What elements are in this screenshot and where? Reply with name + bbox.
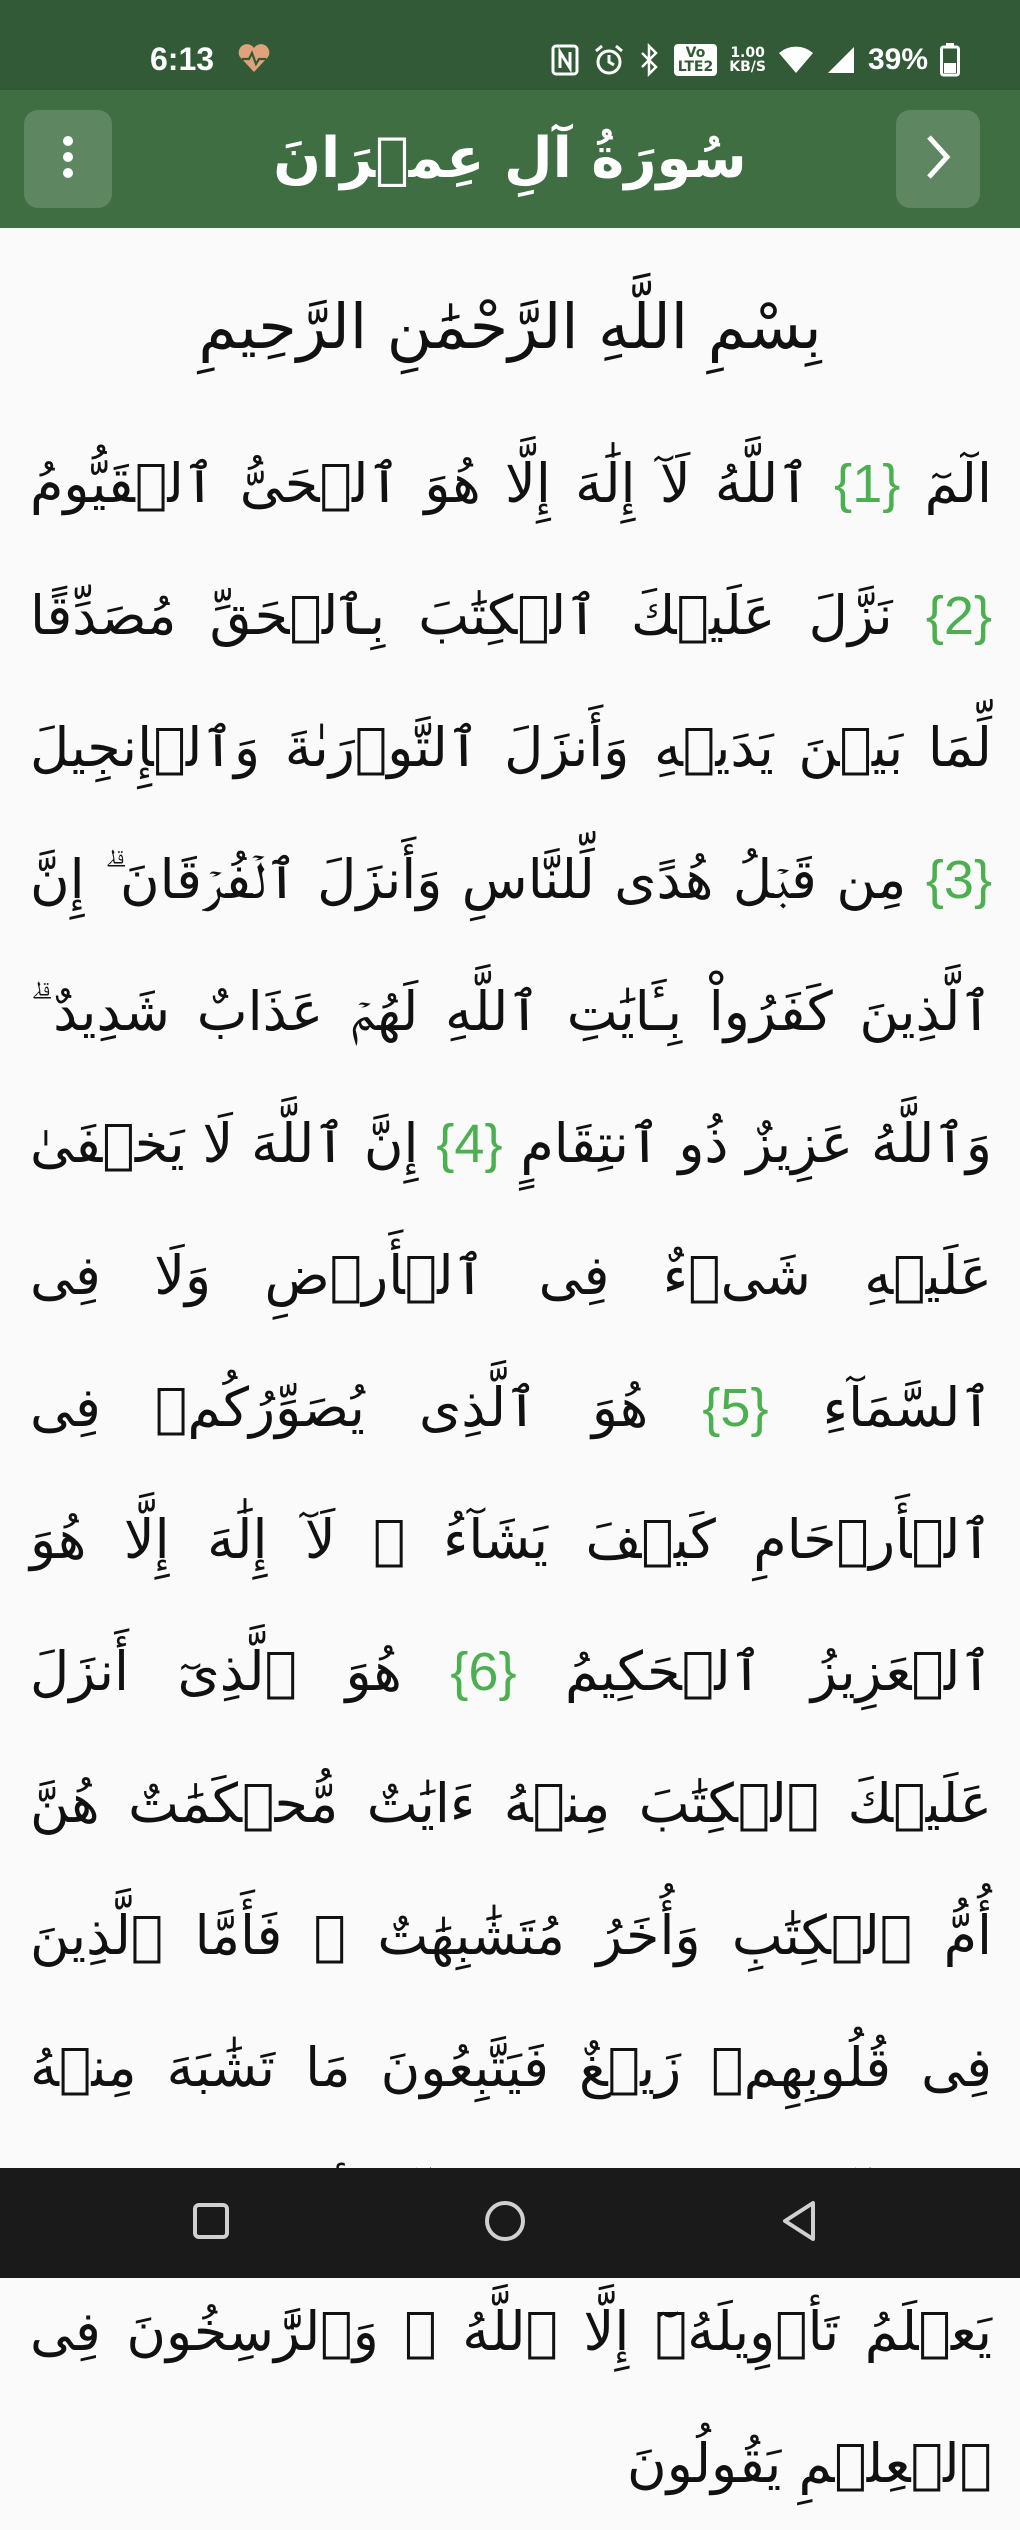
system-nav-bar [0, 2168, 1020, 2278]
back-triangle-icon [779, 2199, 819, 2247]
next-surah-button[interactable] [896, 110, 980, 208]
verse-text: إِنَّ ٱللَّهَ لَا يَخۡفَىٰ عَلَيۡهِ شَىۡءٌ فِى ٱلۡأَرۡضِ وَلَا فِى ٱلسَّمَآءِ [30, 1112, 993, 1439]
app-bar [0, 90, 1020, 228]
status-icons [550, 36, 960, 84]
recents-button[interactable] [156, 2168, 266, 2278]
status-time: 6:13 [150, 41, 215, 77]
home-circle-icon [483, 2199, 527, 2247]
verse-text: هُوَ ٱلَّذِى يُصَوِّرُكُمۡ فِى ٱلۡأَرۡحَامِ كَيۡفَ يَشَآءُ ۚ لَآ إِلَٰهَ إِلَّا هُوَ ٱلۡعَزِيزُ ٱلۡحَكِيمُ [30, 1376, 993, 1703]
network-speed [729, 46, 766, 74]
status-bar [0, 0, 1020, 90]
chevron-right-icon [923, 133, 953, 185]
verse-text: ٱللَّهُ لَآ إِلَٰهَ إِلَّا هُوَ ٱلۡحَىُّ ٱلۡقَيُّومُ [30, 452, 810, 515]
back-button[interactable] [744, 2168, 854, 2278]
verse-number[interactable]: {4} [436, 1114, 503, 1174]
network-speed-unit: KB/S [729, 59, 766, 75]
verse-number[interactable]: {6} [450, 1642, 517, 1702]
home-button[interactable] [450, 2168, 560, 2278]
wifi-icon [778, 45, 814, 75]
bluetooth-icon [638, 43, 662, 77]
battery-icon [940, 43, 960, 77]
signal-icon [826, 45, 856, 75]
more-vert-icon [62, 135, 74, 183]
more-options-button[interactable] [24, 110, 112, 208]
verse-text: هُوَ ٱلَّذِىٓ أَنزَلَ عَلَيۡكَ ٱلۡكِتَٰبَ مِنۡهُ ءَايَٰتٌ مُّحۡكَمَٰتٌ هُنَّ أُمُّ ٱلۡكِتَٰبِ وَأُخَرُ مُتَشَٰبِهَٰتٌ ۖ فَأَمَّا ٱلَّذِينَ فِى قُلُوبِهِمۡ زَيۡغٌ فَيَتَّبِعُونَ مَا تَشَٰبَهَ مِنۡهُ يَعۡلَمُ تَأۡوِيلَهُۥٓ إِلَّا ٱللَّهُ ۗ وَٱلرَّٰسِخُونَ فِى ٱلۡعِلۡمِ يَقُولُونَ [30, 1640, 992, 2495]
verse-text: الٓمٓ [924, 452, 992, 515]
heart-pulse-icon [236, 40, 272, 76]
verse-number[interactable]: {1} [834, 454, 901, 514]
network-speed-value: 1.00 [730, 45, 765, 61]
volte-icon [674, 44, 717, 76]
verse-number[interactable]: {5} [702, 1378, 769, 1438]
volte-bottom: LTE2 [677, 59, 714, 75]
verse-number[interactable]: {2} [925, 586, 992, 646]
basmala: بِسْمِ اللَّهِ الرَّحْمَٰنِ الرَّحِيمِ [198, 290, 822, 363]
verse-text: نَزَّلَ عَلَيۡكَ ٱلۡكِتَٰبَ بِٱلۡحَقِّ مُصَدِّقًا لِّمَا بَيۡنَ يَدَيۡهِ وَأَنزَلَ ٱلتَّوۡرَىٰةَ وَٱلۡإِنجِيلَ [30, 584, 992, 779]
reading-area[interactable] [0, 228, 1020, 2495]
nfc-icon [550, 43, 580, 77]
recents-square-icon [191, 2201, 231, 2245]
verse-text: مِن قَبۡلُ هُدًى لِّلنَّاسِ وَأَنزَلَ ٱلۡفُرۡقَانَ ۗ إِنَّ ٱلَّذِينَ كَفَرُواْ بِـَٔايَٰتِ ٱللَّهِ لَهُمۡ عَذَابٌ شَدِيدٌ ۗ وَٱللَّهُ عَزِيزٌ ذُو ٱنتِقَامٍ [30, 848, 992, 1175]
alarm-icon [592, 43, 626, 77]
surah-title: سُورَةُ آلِ عِمۡرَانَ [273, 126, 747, 191]
battery-percent: 39% [867, 43, 928, 76]
volte-top: Vo [685, 45, 706, 61]
verse-number[interactable]: {3} [925, 850, 992, 910]
